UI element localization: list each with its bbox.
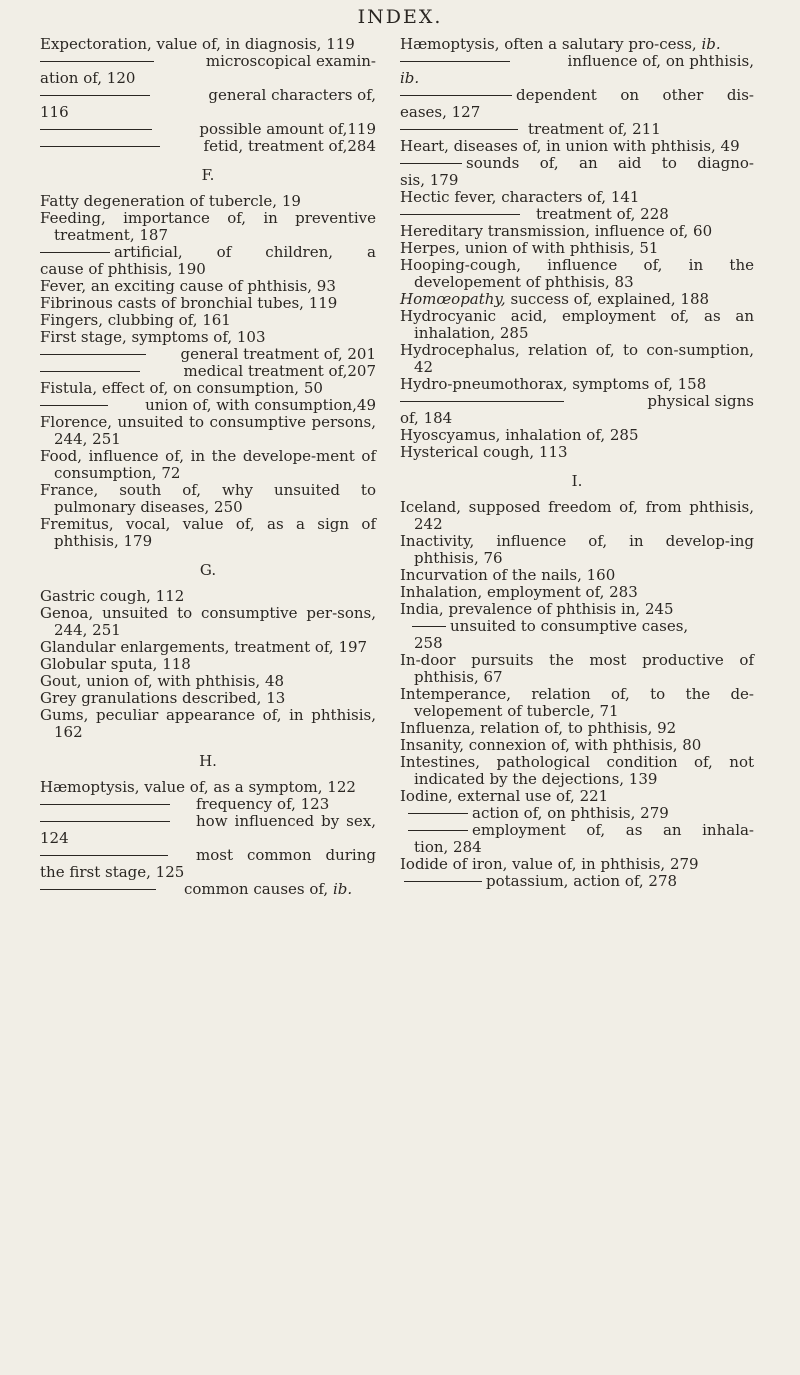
index-subentry: how influenced by sex, xyxy=(40,813,376,830)
index-entry: Hæmoptysis, value of, as a symptom, 122 xyxy=(40,778,356,796)
index-continuation: sis, 179 xyxy=(400,171,459,189)
index-entry: Iodine, external use of, 221 xyxy=(400,787,609,805)
index-entry: Hydrocephalus, relation of, to con-sumption, 42 xyxy=(400,341,754,376)
dash-rule xyxy=(408,813,468,814)
index-entry: Inhalation, employment of, 283 xyxy=(400,583,638,601)
index-continuation: 124 xyxy=(40,829,69,847)
dash-rule xyxy=(40,354,146,355)
index-entry: Fever, an exciting cause of phthisis, 93 xyxy=(40,277,336,295)
index-entry: Gout, union of, with phthisis, 48 xyxy=(40,672,285,690)
index-entry: Herpes, union of with phthisis, 51 xyxy=(400,239,659,257)
dash-rule xyxy=(400,95,512,96)
index-subentry: physical signs xyxy=(400,393,754,410)
index-subentry: microscopical examin- xyxy=(40,53,376,70)
dash-rule xyxy=(40,821,170,822)
index-continuation: tion, 284 xyxy=(414,838,482,856)
dash-rule xyxy=(408,830,468,831)
index-column-right xyxy=(400,36,754,890)
index-subentry: possible amount of,119 xyxy=(40,121,376,138)
index-subentry: dependent on other dis- xyxy=(400,87,754,104)
index-subentry: fetid, treatment of,284 xyxy=(40,138,376,155)
index-subentry: frequency of, 123 xyxy=(40,796,376,813)
dash-rule xyxy=(400,129,518,130)
index-subentry: action of, on phthisis, 279 xyxy=(400,805,754,822)
index-entry: Feeding, importance of, in preventive treatment, 187 xyxy=(40,209,376,244)
index-entry: Inactivity, influence of, in develop-ing phthisis, 76 xyxy=(400,532,754,567)
index-continuation: of, 184 xyxy=(400,409,453,427)
index-subentry: union of, with consumption,49 xyxy=(40,397,376,414)
index-entry: Hysterical cough, 113 xyxy=(400,443,568,461)
index-continuation: 258 xyxy=(414,634,443,652)
index-entry: In-door pursuits the most productive of phthisis, 67 xyxy=(400,651,754,686)
section-letter-g: G. xyxy=(199,561,217,579)
index-subentry: artificial, of children, a xyxy=(40,244,376,261)
index-entry: Fingers, clubbing of, 161 xyxy=(40,311,231,329)
index-entry: Food, influence of, in the develope-ment of consumption, 72 xyxy=(40,447,376,482)
index-entry: Intemperance, relation of, to the de-velopement of tubercle, 71 xyxy=(400,685,754,720)
index-entry: Genoa, unsuited to consumptive per-sons, 244, 251 xyxy=(40,604,376,639)
index-entry: Hereditary transmission, influence of, 60 xyxy=(400,222,713,240)
dash-rule xyxy=(40,371,140,372)
index-entry: Intestines, pathological condition of, not indicated by the dejections, 139 xyxy=(400,753,754,788)
index-entry: Hæmoptysis, often a salutary pro-cess, ib. xyxy=(400,35,721,53)
section-letter-i: I. xyxy=(571,472,583,490)
index-entry: Fistula, effect of, on consumption, 50 xyxy=(40,379,323,397)
index-subentry: medical treatment of,207 xyxy=(40,363,376,380)
index-entry: Hyoscyamus, inhalation of, 285 xyxy=(400,426,639,444)
index-entry: Florence, unsuited to consumptive persons, 244, 251 xyxy=(40,413,376,448)
dash-rule xyxy=(412,626,446,627)
index-subentry: employment of, as an inhala- xyxy=(400,822,754,839)
page-title: INDEX. xyxy=(357,6,443,28)
index-entry: Gastric cough, 112 xyxy=(40,587,185,605)
index-column-left xyxy=(40,36,376,898)
index-subentry: unsuited to consumptive cases, xyxy=(400,618,754,635)
index-entry: Glandular enlargements, treatment of, 197 xyxy=(40,638,368,656)
index-continuation: eases, 127 xyxy=(400,103,481,121)
index-subentry: sounds of, an aid to diagno- xyxy=(400,155,754,172)
index-entry: Fremitus, vocal, value of, as a sign of phthisis, 179 xyxy=(40,515,376,550)
index-entry: Hydro-pneumothorax, symptoms of, 158 xyxy=(400,375,707,393)
dash-rule xyxy=(400,214,520,215)
index-subentry: influence of, on phthisis, xyxy=(400,53,754,70)
index-entry: Globular sputa, 118 xyxy=(40,655,191,673)
index-subentry: general characters of, xyxy=(40,87,376,104)
index-entry: Hydrocyanic acid, employment of, as an inhalation, 285 xyxy=(400,307,754,342)
index-entry: Grey granulations described, 13 xyxy=(40,689,286,707)
dash-rule xyxy=(404,881,482,882)
dash-rule xyxy=(400,401,564,402)
dash-rule xyxy=(40,855,168,856)
dash-rule xyxy=(40,61,154,62)
index-entry: Fatty degeneration of tubercle, 19 xyxy=(40,192,301,210)
index-entry: Iodide of iron, value of, in phthisis, 279 xyxy=(400,855,699,873)
dash-rule xyxy=(40,146,160,147)
section-letter-f: F. xyxy=(201,166,215,184)
index-entry: Expectoration, value of, in diagnosis, 119 xyxy=(40,35,355,53)
index-subentry: treatment of, 228 xyxy=(400,206,754,223)
index-subentry: common causes of, ib. xyxy=(40,881,376,898)
dash-rule xyxy=(40,405,108,406)
index-entry: Fibrinous casts of bronchial tubes, 119 xyxy=(40,294,338,312)
index-entry: Homœopathy, success of, explained, 188 xyxy=(400,290,710,308)
index-entry: Hooping-cough, influence of, in the developement of phthisis, 83 xyxy=(400,256,754,291)
index-entry: Heart, diseases of, in union with phthisis, 49 xyxy=(400,137,740,155)
index-entry: Insanity, connexion of, with phthisis, 80 xyxy=(400,736,702,754)
index-continuation: ation of, 120 xyxy=(40,69,136,87)
dash-rule xyxy=(40,889,156,890)
dash-rule xyxy=(40,804,170,805)
index-continuation: 116 xyxy=(40,103,69,121)
section-letter-h: H. xyxy=(199,752,217,770)
index-subentry: potassium, action of, 278 xyxy=(400,873,754,890)
index-entry: Gums, peculiar appearance of, in phthisis, 162 xyxy=(40,706,376,741)
index-subentry: general treatment of, 201 xyxy=(40,346,376,363)
index-entry: France, south of, why unsuited to pulmonary diseases, 250 xyxy=(40,481,376,516)
dash-rule xyxy=(400,61,510,62)
index-subentry: most common during xyxy=(40,847,376,864)
index-subentry: treatment of, 211 xyxy=(400,121,754,138)
index-continuation: the first stage, 125 xyxy=(40,863,185,881)
index-entry: India, prevalence of phthisis in, 245 xyxy=(400,600,674,618)
dash-rule xyxy=(40,252,110,253)
index-entry: Influenza, relation of, to phthisis, 92 xyxy=(400,719,677,737)
dash-rule xyxy=(40,95,150,96)
index-entry: Iceland, supposed freedom of, from phthisis, 242 xyxy=(400,498,754,533)
index-continuation: cause of phthisis, 190 xyxy=(40,260,206,278)
dash-rule xyxy=(400,163,462,164)
index-continuation: ib. xyxy=(400,69,420,87)
index-entry: First stage, symptoms of, 103 xyxy=(40,328,266,346)
index-entry: Hectic fever, characters of, 141 xyxy=(400,188,640,206)
index-entry: Incurvation of the nails, 160 xyxy=(400,566,616,584)
dash-rule xyxy=(40,129,152,130)
